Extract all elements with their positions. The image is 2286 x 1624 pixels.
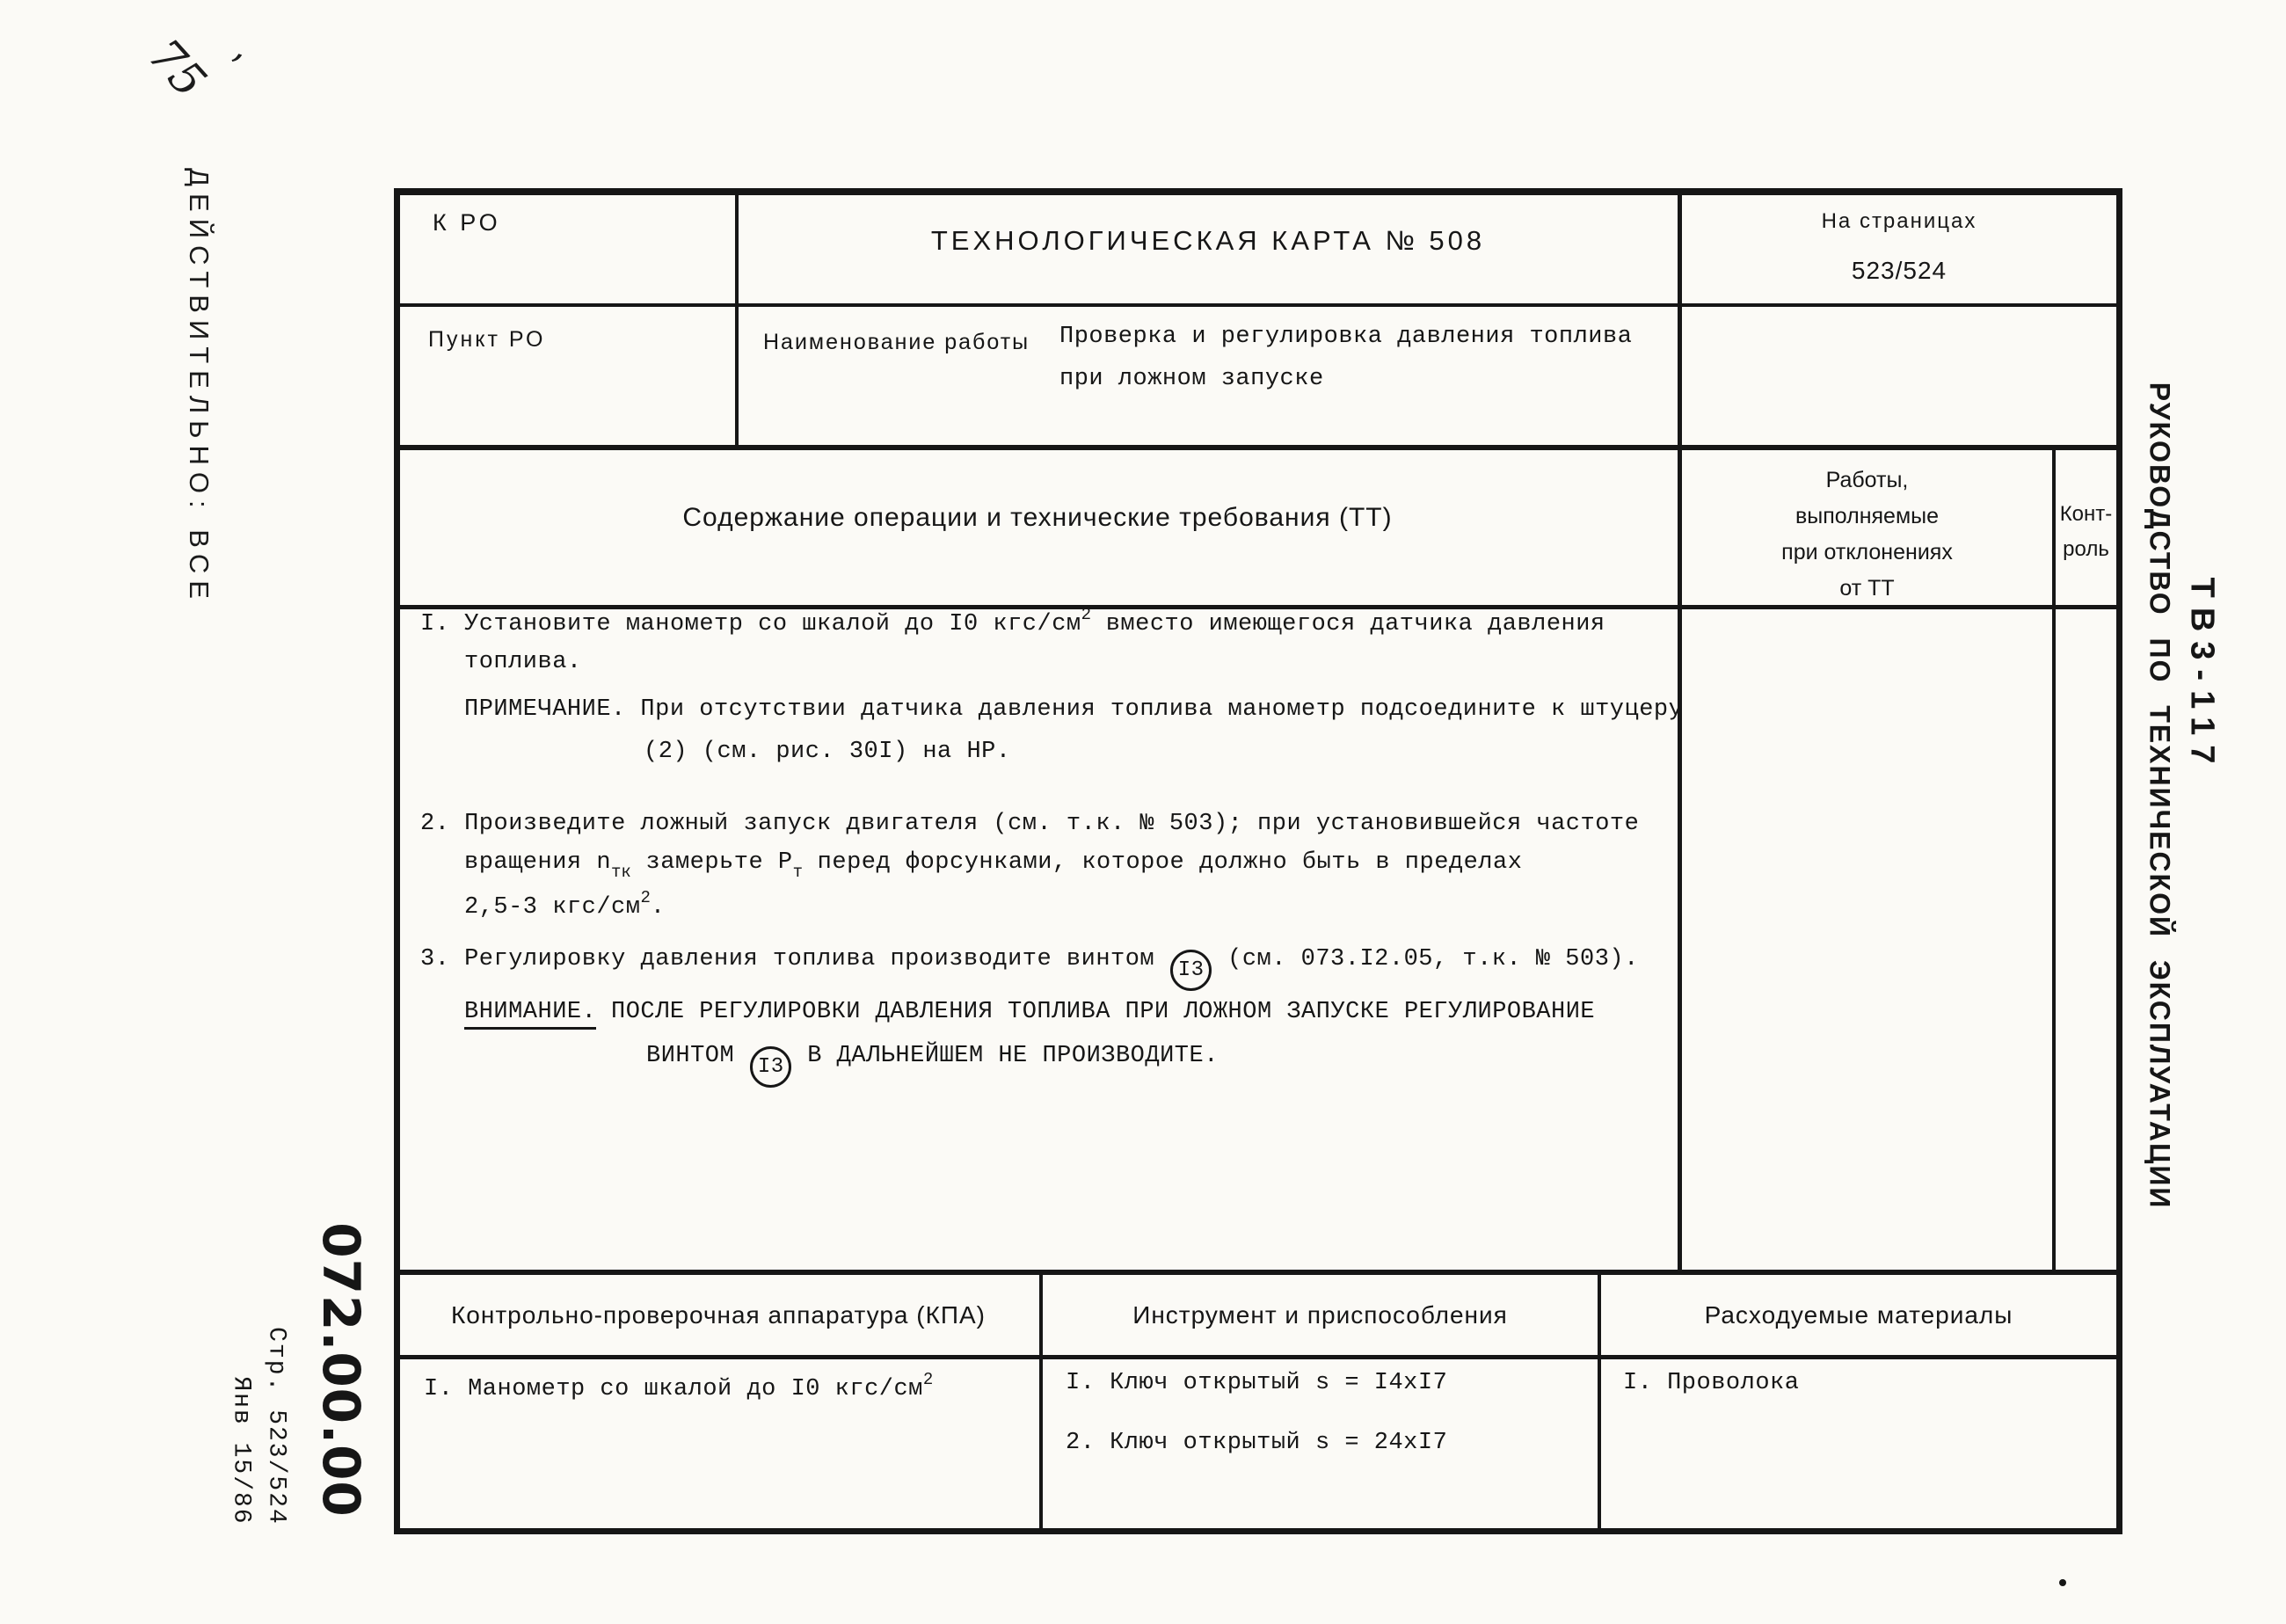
operation-item2-line3: 2,5-3 кгс/$см^2$. [464, 888, 666, 921]
handwritten-tick-mark: ’ [219, 45, 247, 91]
rule-bottom-border [397, 1528, 2122, 1534]
superscript-2: 2 [1081, 605, 1092, 624]
deviations-header-line3: при отклонениях [1781, 540, 1953, 564]
manual-title-vertical: РУКОВОДСТВО ПО ТЕХНИЧЕСКОЙ ЭКСПЛУАТАЦИИ [2144, 382, 2176, 1210]
operation-item2-line2: вращения $n_{тк}$ замерьте $Р_т$ перед форсунками, которое должно быть в пределах [464, 849, 1523, 882]
control-header-line2: роль [2063, 537, 2109, 561]
section-code-vertical: 072.00.00 [311, 1222, 371, 1518]
subscript-tk: тк [611, 863, 631, 882]
tools-column-header: Инструмент и приспособления [1132, 1301, 1508, 1329]
superscript-2: 2 [922, 1370, 934, 1389]
work-name-line2: при ложном запуске [1059, 366, 1324, 392]
handwritten-page-mark: 75 [137, 29, 216, 108]
rule-equipment-top [397, 1270, 2122, 1275]
deviations-header-line4: от ТТ [1839, 576, 1895, 601]
warning-note-line2: ВИНТОМ I3 В ДАЛЬНЕЙШЕМ НЕ ПРОИЗВОДИТЕ. [646, 1043, 1219, 1088]
page-ref-vertical: Стр. 523/524 [262, 1327, 290, 1526]
kpa-item-1: I. Манометр со шкалой до I0 кгс/$см^2$ [424, 1370, 934, 1402]
control-column-header [2056, 497, 2116, 567]
superscript-2: 2 [640, 888, 651, 907]
operation-item1-note-line1: ПРИМЕЧАНИЕ. При отсутствии датчика давления топлива манометр подсоедините к штуцеру [464, 696, 1684, 723]
date-ref-vertical: Янв 15/86 [227, 1376, 255, 1526]
deviations-header-line2: выполняемые [1795, 504, 1940, 528]
circled-screw-13: I3 [750, 1046, 791, 1088]
operation-item3-line1: 3. Регулировку давления топлива производите винтом I3 (см. 073.I2.05, т.к. № 503). [420, 946, 1639, 991]
work-name-label: Наименование работы [763, 330, 1030, 354]
subscript-t: т [792, 863, 803, 882]
tools-item-2: 2. Ключ открытый s = 24xI7 [1066, 1430, 1448, 1456]
rule-top-border [397, 188, 2122, 195]
control-header-line1: Конт- [2059, 502, 2113, 526]
operation-item1-line1: I. Установите манометр со шкалой до I0 кгс/$см^2$ вместо имеющегося датчика давления [420, 605, 1605, 637]
operation-item2-line1: 2. Произведите ложный запуск двигателя (см. т.к. № 503); при установившейся частоте [420, 811, 1640, 837]
rule-control-divider [2052, 448, 2056, 1273]
rule-equipment-header-bottom [397, 1355, 2122, 1359]
warning-note-line1: ВНИМАНИЕ. ПОСЛЕ РЕГУЛИРОВКИ ДАВЛЕНИЯ ТОПЛИВА ПРИ ЛОЖНОМ ЗАПУСКЕ РЕГУЛИРОВАНИЕ [464, 999, 1595, 1025]
rule-pages-deviations-divider [1678, 192, 1682, 1273]
kro-cell-label: К РО [433, 209, 501, 236]
materials-item-1: I. Проволока [1623, 1370, 1800, 1396]
warning-label: ВНИМАНИЕ. [464, 999, 596, 1030]
punkt-ro-label: Пункт РО [428, 327, 546, 352]
circled-screw-13: I3 [1170, 950, 1212, 991]
work-name-line1: Проверка и регулировка давления топлива [1059, 324, 1633, 350]
card-title: ТЕХНОЛОГИЧЕСКАЯ КАРТА № 508 [930, 225, 1486, 256]
rule-worknane-row-bottom [397, 445, 2122, 450]
doc-code-vertical: ТВ3-117 [2183, 577, 2221, 774]
rule-left-border [394, 188, 400, 1534]
tools-item-1: I. Ключ открытый s = I4xI7 [1066, 1370, 1448, 1396]
pages-value: 523/524 [1851, 257, 1947, 284]
kpa-column-header: Контрольно-проверочная аппаратура (КПА) [450, 1301, 986, 1329]
operation-item1-note-line2: (2) (см. рис. 30I) на НР. [644, 739, 1011, 765]
materials-column-header: Расходуемые материалы [1704, 1301, 2013, 1329]
operations-column-header: Содержание операции и технические требования (ТТ) [682, 503, 1393, 532]
deviations-column-header [1682, 462, 2052, 607]
stray-ink-dot [2059, 1579, 2066, 1586]
left-margin-stamp: ДЕЙСТВИТЕЛЬНО: ВСЕ [184, 168, 215, 606]
pages-label: На страницах [1821, 209, 1977, 233]
operation-item1-line2: топлива. [464, 649, 582, 675]
rule-right-border [2116, 188, 2122, 1534]
rule-header-row-divider [397, 303, 2122, 307]
deviations-header-line1: Работы, [1825, 468, 1909, 492]
